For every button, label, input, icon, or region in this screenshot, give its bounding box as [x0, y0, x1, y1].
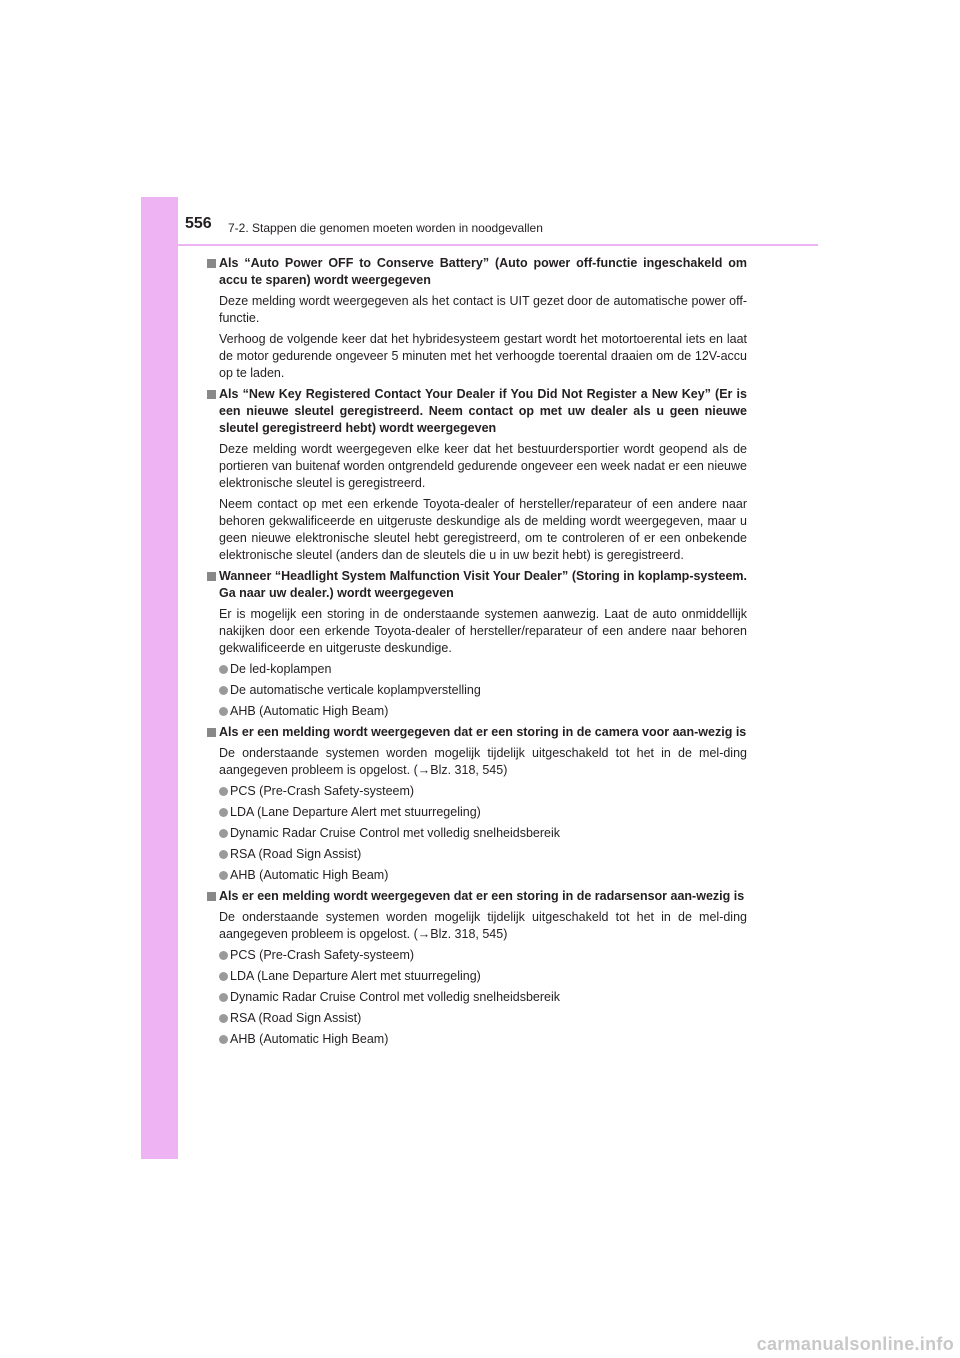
section-heading-text: Wanneer “Headlight System Malfunction Visit Your Dealer” (Storing in koplamp-systeem. Ga naar uw dealer.) wordt weergegeven: [219, 569, 747, 600]
section-heading-text: Als “New Key Registered Contact Your Dealer if You Did Not Register a New Key” (Er is een nieuwe sleutel geregistreerd. Neem contact op met uw dealer als u geen nieuwe sleutel geregistreerd hebt) wordt weergegeven: [219, 387, 747, 435]
section-new-key-registered: [207, 386, 747, 564]
list-item: De automatische verticale koplampverstelling: [207, 682, 747, 699]
section-title: 7-2. Stappen die genomen moeten worden in noodgevallen: [228, 221, 543, 235]
list-item: RSA (Road Sign Assist): [207, 1010, 747, 1027]
paragraph: Neem contact op met een erkende Toyota-dealer of hersteller/reparateur of een andere naar behoren gekwalificeerde en uitgeruste deskundige als de melding wordt weergegeven, maar u geen nieuwe elektronische sleutel hebt geregistreerd, om te controleren of er een onbekende elektronische sleutel (anders dan de sleutels die u in uw bezit hebt) is geregistreerd.: [219, 497, 747, 562]
list-item: AHB (Automatic High Beam): [207, 867, 747, 884]
square-bullet-icon: [207, 390, 216, 399]
list-item: LDA (Lane Departure Alert met stuurregeling): [207, 968, 747, 985]
circle-bullet-icon: [219, 951, 228, 960]
circle-bullet-icon: [219, 993, 228, 1002]
circle-bullet-icon: [219, 1035, 228, 1044]
section-headlight-malfunction: [207, 568, 747, 720]
section-heading-text: Als er een melding wordt weergegeven dat er een storing in de camera voor aan-wezig is: [219, 725, 747, 739]
circle-bullet-icon: [219, 665, 228, 674]
paragraph: Deze melding wordt weergegeven als het contact is UIT gezet door de automatische power off-functie.: [219, 294, 747, 325]
list-item: PCS (Pre-Crash Safety-systeem): [207, 783, 747, 800]
list-item: RSA (Road Sign Assist): [207, 846, 747, 863]
paragraph: Deze melding wordt weergegeven elke keer dat het bestuurdersportier wordt geopend als de portieren van buitenaf worden ontgrendeld gedurende ongeveer een week nadat er een nieuwe elektronische sleutel is geregistreerd.: [219, 442, 747, 490]
list-item: PCS (Pre-Crash Safety-systeem): [207, 947, 747, 964]
circle-bullet-icon: [219, 871, 228, 880]
paragraph: Er is mogelijk een storing in de onderstaande systemen aanwezig. Laat de auto onmiddellijk nakijken door een erkende Toyota-dealer of hersteller/reparateur of een andere naar behoren gekwalificeerde en uitgeruste deskundige.: [219, 607, 747, 655]
section-heading-text: Als er een melding wordt weergegeven dat er een storing in de radarsensor aan-wezig is: [219, 889, 745, 903]
circle-bullet-icon: [219, 972, 228, 981]
paragraph: De onderstaande systemen worden mogelijk tijdelijk uitgeschakeld tot het in de mel-ding aangegeven probleem is opgelost. (→Blz. 318, 545): [219, 746, 747, 777]
watermark: carmanualsonline.info: [756, 1334, 954, 1354]
section-camera-malfunction: [207, 724, 747, 884]
circle-bullet-icon: [219, 808, 228, 817]
circle-bullet-icon: [219, 707, 228, 716]
section-heading: [207, 568, 747, 602]
section-auto-power-off: [207, 255, 747, 382]
section-heading-text: Als “Auto Power OFF to Conserve Battery” (Auto power off-functie ingeschakeld om accu te sparen) wordt weergegeven: [219, 256, 747, 287]
circle-bullet-icon: [219, 1014, 228, 1023]
section-heading: [207, 386, 747, 437]
square-bullet-icon: [207, 572, 216, 581]
list-item: LDA (Lane Departure Alert met stuurregeling): [207, 804, 747, 821]
list-item: Dynamic Radar Cruise Control met volledig snelheidsbereik: [207, 825, 747, 842]
circle-bullet-icon: [219, 829, 228, 838]
section-radar-malfunction: [207, 888, 747, 1048]
square-bullet-icon: [207, 728, 216, 737]
section-heading: [207, 724, 747, 741]
header-divider: [141, 244, 818, 246]
list-item: De led-koplampen: [207, 661, 747, 678]
page-number: 556: [185, 215, 212, 232]
circle-bullet-icon: [219, 850, 228, 859]
square-bullet-icon: [207, 259, 216, 268]
section-heading: [207, 255, 747, 289]
list-item: AHB (Automatic High Beam): [207, 1031, 747, 1048]
paragraph: Verhoog de volgende keer dat het hybridesysteem gestart wordt het motortoerental iets en laat de motor gedurende ongeveer 5 minuten met het verhoogde toerental draaien om de 12V-accu op te laden.: [219, 332, 747, 380]
circle-bullet-icon: [219, 686, 228, 695]
square-bullet-icon: [207, 892, 216, 901]
list-item: Dynamic Radar Cruise Control met volledig snelheidsbereik: [207, 989, 747, 1006]
list-item: AHB (Automatic High Beam): [207, 703, 747, 720]
page-content: [207, 255, 747, 1052]
circle-bullet-icon: [219, 787, 228, 796]
side-color-band: [141, 197, 178, 1159]
section-heading: [207, 888, 747, 905]
paragraph: De onderstaande systemen worden mogelijk tijdelijk uitgeschakeld tot het in de mel-ding aangegeven probleem is opgelost. (→Blz. 318, 545): [219, 910, 747, 941]
